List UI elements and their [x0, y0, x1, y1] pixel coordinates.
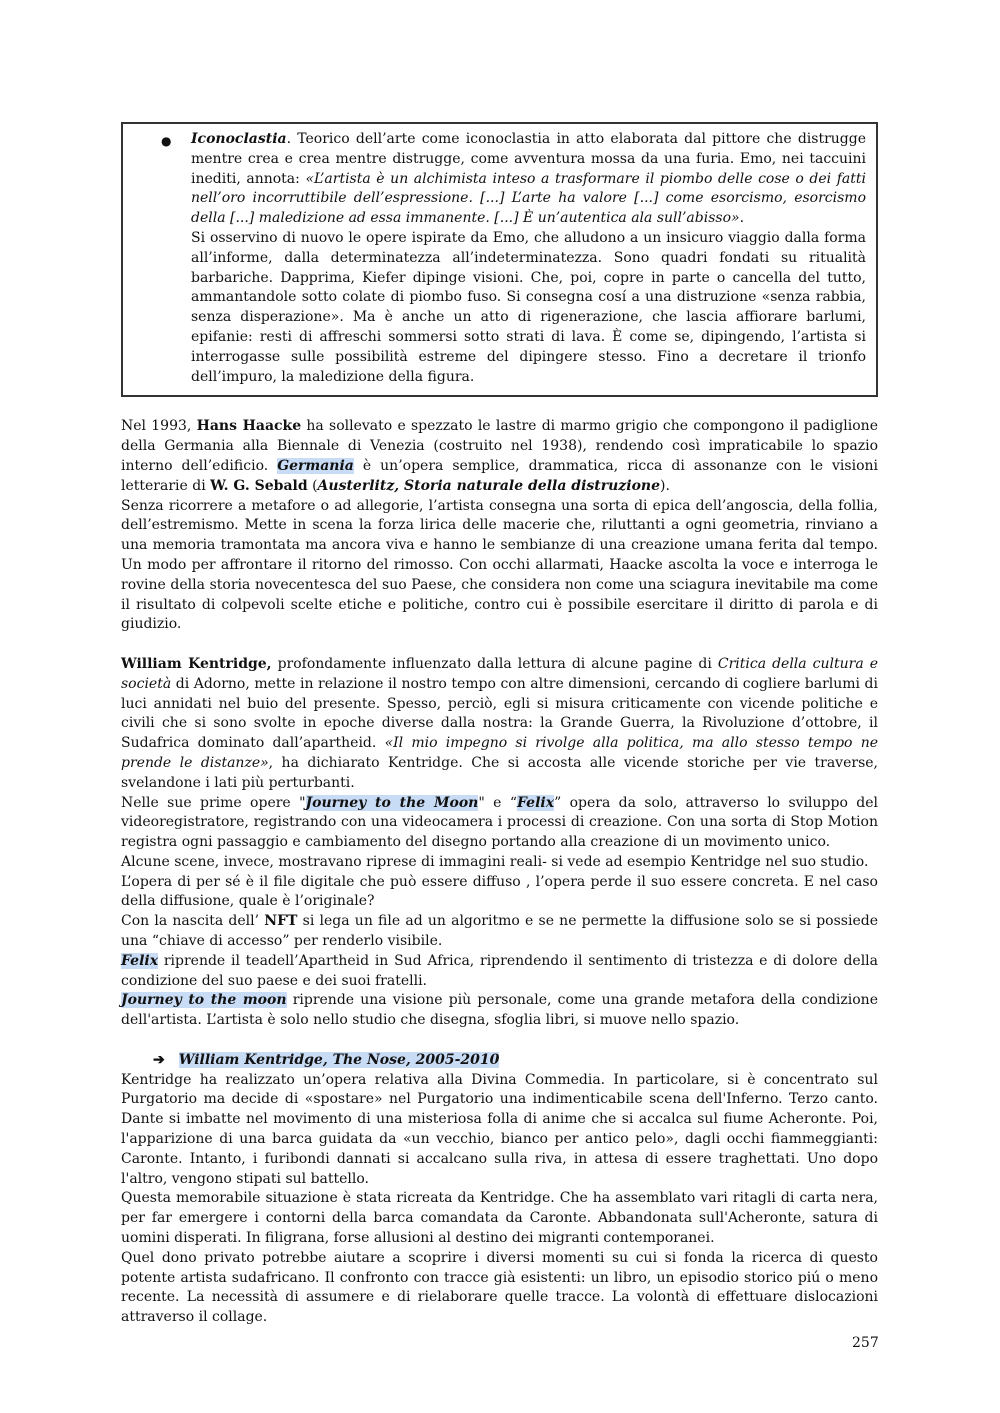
- work-felix: Felix: [516, 794, 555, 811]
- work-germania: Germania: [277, 457, 354, 474]
- bullet-icon: ●: [161, 134, 172, 148]
- kentridge-paragraph-3: Alcune scene, invece, mostravano riprese di immagini reali- si vede ad esempio Kentridge nel suo studio.: [121, 853, 869, 870]
- nose-heading-text: William Kentridge, The Nose, 2005-2010: [178, 1051, 500, 1068]
- sebald-books: Austerlitz, Storia naturale della distruzione: [317, 477, 660, 494]
- work-journey: Journey to the Moon: [305, 794, 479, 811]
- haacke-paragraph-1: Nel 1993, Hans Haacke ha sollevato e spezzato le lastre di marmo grigio che compongono il padiglione della Germania alla Biennale di Venezia (costruito nel 1938), rendendo così impraticabile lo spazio interno dell’edificio. Germania è un’opera semplice, drammatica, ricca di assonanze con le visioni letterarie di W. G. Sebald (Austerlitz, Storia naturale della distruzione).: [121, 418, 878, 494]
- nose-paragraph-2: Questa memorabile situazione è stata ricreata da Kentridge. Che ha assemblato vari ritagli di carta nera, per far emergere i contorni della barca comandata da Caronte. Abbandonata sull'Acheronte, satura di uomini disperati. In filigrana, forse allusioni al destino dei migranti contemporanei.: [121, 1190, 878, 1247]
- kentridge-name: William Kentridge,: [121, 655, 272, 672]
- page-content: [121, 122, 878, 1328]
- sebald-name: W. G. Sebald: [210, 477, 308, 494]
- nft-term: NFT: [264, 913, 298, 930]
- work-felix-2: Felix: [121, 952, 159, 969]
- kentridge-quote: «Il mio impegno si rivolge alla politica, ma allo stesso tempo ne prende le distanze»: [121, 735, 878, 771]
- iconoclastia-box: [121, 122, 878, 397]
- kentridge-paragraph-7: Journey to the moon riprende una visione più personale, come una grande metafora della condizione dell'artista. L’artista è solo nello studio che disegna, sfoglia libri, si muove nello spazio.: [121, 992, 878, 1029]
- kentridge-paragraph-4: L’opera di per sé è il file digitale che può essere diffuso , l’opera perde il suo essere concreta. E nel caso della diffusione, quale è l’originale?: [121, 873, 878, 910]
- main-text: [121, 417, 878, 1328]
- kentridge-paragraph-1: William Kentridge, profondamente influenzato dalla lettura di alcune pagine di Critica della cultura e società di Adorno, mette in relazione il nostro tempo con altre dimensioni, cercando di cogliere barlumi di luci annidati nel buio del presente. Spesso, perciò, egli si misura criticamente con vicende politiche e civili che si sono svolte in epoche diverse dalla nostra: la Grande Guerra, la Rivoluzione d’ottobre, il Sudafrica dominato dall’apartheid. «Il mio impegno si rivolge alla politica, ma allo stesso tempo ne prende le distanze», ha dichiarato Kentridge. Che si accosta alle vicende storiche per vie traverse, svelandone i lati più perturbanti.: [121, 655, 878, 791]
- box-paragraph-2: Si osservino di nuovo le opere ispirate da Emo, che alludono a un insicuro viaggio dalla forma all’informe, dalla determinatezza all’indeterminatezza. Sono quadri fondati su ritualità barbariche. Dapprima, Kiefer dipinge visioni. Che, poi, copre in parte o cancella del tutto, ammantandole sotto colate di piombo fuso. Si consegna cosí a una distruzione «senza rabbia, senza disperazione». Ma è anche un atto di rigenerazione, che lascia affiorare barlumi, epifanie: resti di affreschi sommersi sotto strati di lava. È come se, dipingendo, l’artista si interrogasse sulle possibilità estreme del dipingere stesso. Fino a decretare il trionfo dell’impuro, la maledizione della figura.: [191, 229, 866, 385]
- haacke-name: Hans Haacke: [196, 418, 302, 435]
- box-title: Iconoclastia: [191, 131, 287, 147]
- page-number: 257: [852, 1335, 879, 1351]
- adorno-book: Critica della cultura e società: [121, 655, 878, 692]
- kentridge-paragraph-2: Nelle sue prime opere "Journey to the Moon" e “Felix” opera da solo, attraverso lo sviluppo del videoregistratore, registrando con una videocamera i processi di creazione. Con una sorta di Stop Motion registra ogni passaggio e cambiamento del disegno portando alla creazione di un movimento unico.: [121, 794, 878, 851]
- kentridge-paragraph-6: Felix riprende il teadell’Apartheid in Sud Africa, riprendendo il sentimento di tristezza e di dolore della condizione del suo paese e dei suoi fratelli.: [121, 952, 878, 989]
- nose-heading: [121, 1051, 878, 1071]
- haacke-paragraph-2: Senza ricorrere a metafore o ad allegorie, l’artista consegna una sorta di epica dell’angoscia, della follia, dell’estremismo. Mette in scena la forza lirica delle macerie che, riluttanti a ogni geometria, rinviano a una memoria tramontata ma ancora viva e hanno le sembianze di una creazione umana ferita dal tempo. Un modo per affrontare il ritorno del rimosso. Con occhi allarmati, Haacke ascolta la voce e interroga le rovine della storia novecentesca del suo Paese, che considera non come una sciagura inevitabile ma come il risultato di colpevoli scelte etiche e politiche, contro cui è possibile esercitare il diritto di parola e di giudizio.: [121, 497, 878, 633]
- kentridge-paragraph-5: Con la nascita dell’ NFT si lega un file ad un algoritmo e se ne permette la diffusione solo se si possiede una “chiave di accesso” per renderlo visibile.: [121, 913, 878, 950]
- work-journey-2: Journey to the moon: [121, 992, 287, 1009]
- nose-paragraph-1: Kentridge ha realizzato un’opera relativa alla Divina Commedia. In particolare, si è concentrato sul Purgatorio ma decide di «spostare» nel Purgatorio una indimenticabile scena dell'Inferno. Terzo canto. Dante si imbatte nel movimento di una misteriosa folla di anime che si accalca sul fiume Acheronte. Poi, l'apparizione di una barca guidata da «un vecchio, bianco per antico pelo», dagli occhi fiammeggianti: Caronte. Intanto, i furibondi dannati si accalcano sulla riva, in attesa di essere traghettati. Uno dopo l'altro, vengono stipati sul battello.: [121, 1071, 878, 1187]
- nose-paragraph-3: Quel dono privato potrebbe aiutare a scoprire i diversi momenti su cui si fonda la ricerca di questo potente artista sudafricano. Il confronto con tracce già esistenti: un libro, un episodio storico piú o meno recente. La necessità di assumere e di rielaborare quelle tracce. La volontà di effettuare dislocazioni attraverso il collage.: [121, 1249, 878, 1326]
- box-paragraph-1: Iconoclastia. Teorico dell’arte come iconoclastia in atto elaborata dal pittore che distrugge mentre crea e crea mentre distrugge, come avventura mossa da una furia. Emo, nei taccuini inediti, annota: «L’artista è un alchimista inteso a trasformare il piombo delle cose o dei fatti nell’oro incorruttibile dell’espressione. [...] L’arte ha valore [...] come esorcismo, esorcismo della [...] maledizione ad essa immanente. [...] È un’autentica ala sull’abisso».: [191, 131, 866, 227]
- arrow-right-icon: ➔: [153, 1051, 165, 1068]
- box-quote: «L’artista è un alchimista inteso a trasformare il piombo delle cose o dei fatti nell’oro incorruttibile dell’espressione. [...] L’arte ha valore [...] come esorcismo, esorcismo della [...] maledizione ad essa immanente. [...] È un’autentica ala sull’abisso»: [191, 170, 866, 227]
